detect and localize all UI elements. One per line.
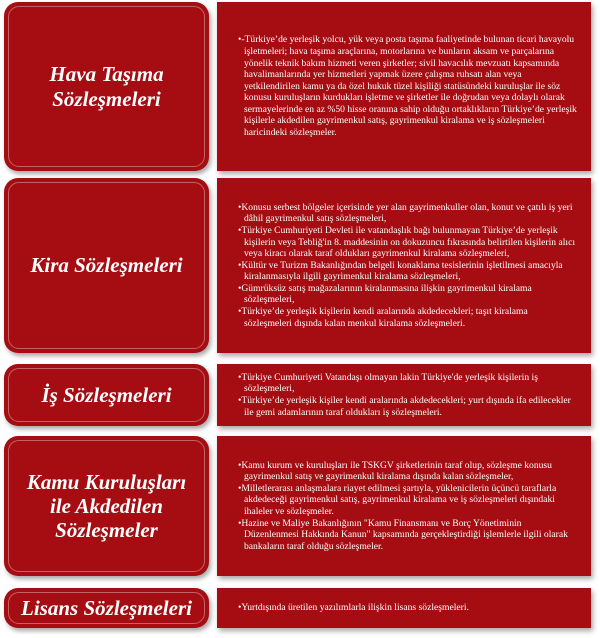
- title-line: Sözleşmeleri: [52, 86, 161, 111]
- title-line: Kamu Kuruluşları: [26, 470, 187, 494]
- category-label-kamu: [4, 436, 209, 576]
- description-box-is: [217, 364, 591, 426]
- list-item: • Kamu kurum ve kuruluşları ile TSKGV şirketlerinin taraf olup, sözleşme konusu gayrimenkul satış ve gayrimenkul kiralama dışında kalan sözleşmeler,: [237, 460, 577, 483]
- list-item: • Yurtdışında üretilen yazılımlarla ilişkin lisans sözleşmeleri.: [237, 602, 577, 614]
- list-item: • Türkiye Cumhuriyeti Devleti ile vatandaşlık bağı bulunmayan Türkiye’de yerleşik kişilerin veya Tebliğ'in 8. maddesinin on dokuzuncu fıkrasında belirtilen kişilerin alıcı veya kiracı olarak taraf oldukları gayrimenkul kiralama sözleşmeleri,: [237, 225, 577, 260]
- list-item: • Gümrüksüz satış mağazalarının kiralanmasına ilişkin gayrimenkul kiralama sözleşmeleri,: [237, 283, 577, 306]
- category-label-hava-tasima: [4, 2, 209, 171]
- list-item: • Milletlerarası anlaşmalara riayet edilmesi şartıyla, yüklenicilerin üçüncü taraflarla akdedeceği gayrimenkul satış, gayrimenkul kiralama ve iş sözleşmeleri dışındaki ihaleler ve sözleşmeler.: [237, 483, 577, 518]
- category-title: Lisans Sözleşmeleri: [21, 595, 192, 620]
- list-item: • Türkiye’de yerleşik kişilerin kendi aralarında akdedecekleri; taşıt kiralama sözleşmeleri dışında kalan menkul kiralama sözleşmeleri.: [237, 306, 577, 329]
- category-label-is: [4, 364, 209, 426]
- list-item: • Hazine ve Maliye Bakanlığının "Kamu Finansmanı ve Borç Yönetiminin Düzenlenmesi Hakkında Kanun" kapsamında gerçekleştirdiği işlemlerle ilgili olarak bankaların taraf olduğu sözleşmeler.: [237, 518, 577, 553]
- category-title: [27, 470, 186, 542]
- title-line: Sözleşmeler: [55, 518, 158, 542]
- list-item: • -Türkiye’de yerleşik yolcu, yük veya posta taşıma faaliyetinde bulunan ticari havayolu işletmeleri; hava taşıma araçlarına, motorlarına ve bunların aksam ve parçalarına yönelik teknik bakım hizmeti veren şirketler; sivil havacılık mevzuatı kapsamında havalimanlarında yer hizmetleri yapmak üzere çalışma ruhsatı alan veya yetkilendirilen kamu ya da özel hukuk tüzel kişiliği statüsündeki kuruluşlar ile söz konusu kuruluşların kurdukları işletme ve şirketler ile doğrudan veya dolaylı olarak sermayelerinde en az %50 hisse oranına sahip olduğu ortaklıkların Türkiye’de yerleşik kişilerle akdedilen gayrimenkul satış, gayrimenkul kiralama ve iş sözleşmeleri haricindeki sözleşmeler.: [237, 34, 577, 138]
- category-title: Kira Sözleşmeleri: [30, 253, 183, 277]
- title-line: ile Akdedilen: [50, 494, 163, 518]
- description-box-lisans: [217, 588, 591, 628]
- description-box-hava-tasima: [217, 2, 591, 171]
- category-title: [49, 62, 163, 112]
- category-title: İş Sözleşmeleri: [41, 382, 172, 407]
- category-label-lisans: [4, 588, 209, 628]
- list-item: • Kültür ve Turizm Bakanlığından belgeli konaklama tesislerinin işletilmesi amacıyla kiralanmasıyla ilgili gayrimenkul kiralama sözleşmeleri,: [237, 260, 577, 283]
- description-box-kamu: [217, 436, 591, 576]
- list-item: • Konusu serbest bölgeler içerisinde yer alan gayrimenkuller olan, konut ve çatılı iş yeri dâhil gayrimenkul satış sözleşmeleri,: [237, 202, 577, 225]
- list-item: • Türkiye Cumhuriyeti Vatandaşı olmayan lakin Türkiye'de yerleşik kişilerin iş sözleşmeleri,: [237, 372, 577, 395]
- description-box-kira: [217, 178, 591, 353]
- category-label-kira: [4, 178, 209, 353]
- list-item: • Türkiye’de yerleşik kişiler kendi aralarında akdedecekleri; yurt dışında ifa edilecekler ile gemi adamlarının taraf oldukları iş sözleşmeleri.: [237, 395, 577, 418]
- title-line: Hava Taşıma: [49, 61, 164, 86]
